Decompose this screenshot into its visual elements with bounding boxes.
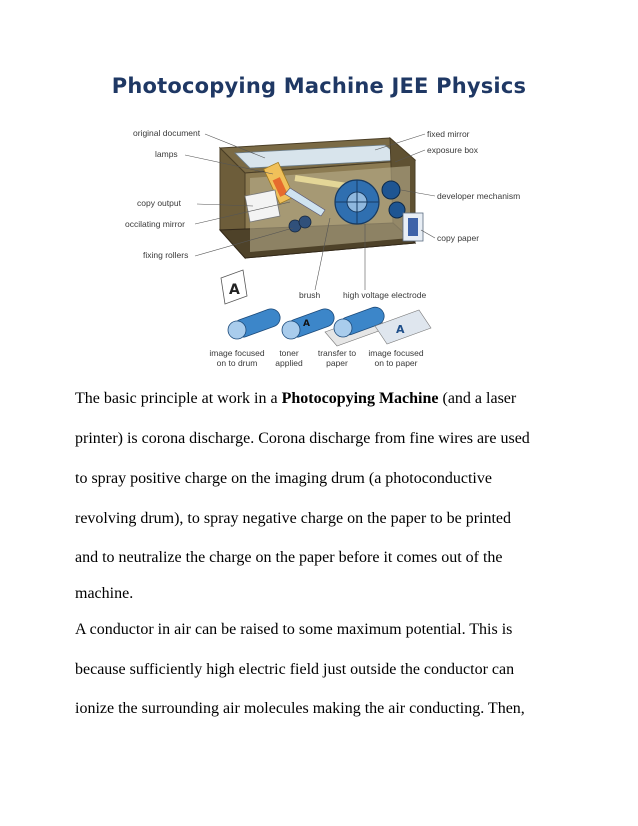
imaging-drum <box>335 180 379 224</box>
step-4-line2: on to paper <box>374 358 418 368</box>
step-1-line2: on to drum <box>216 358 258 368</box>
paragraph-1-line-4: revolving drum), to spray negative charge on the paper to be printed <box>75 510 512 527</box>
document-letter: A <box>229 282 240 298</box>
page-title: Photocopying Machine JEE Physics <box>111 74 527 98</box>
paragraph-1-line-1-start: The basic principle at work in a <box>75 390 282 407</box>
paragraph-2-line-2: because sufficiently high electric field just outside the conductor can <box>75 661 515 678</box>
label-high-voltage-electrode: high voltage electrode <box>343 290 427 300</box>
label-exposure-box: exposure box <box>427 145 479 155</box>
step-1-line1: image focused <box>209 348 265 358</box>
label-fixed-mirror: fixed mirror <box>427 129 470 139</box>
paragraph-1-line-5: and to neutralize the charge on the paper before it comes out of the <box>75 549 503 566</box>
step-2-line1: toner <box>279 348 299 358</box>
svg-text:A: A <box>303 319 310 329</box>
label-oscillating-mirror: occilating mirror <box>125 219 185 229</box>
label-developer-mechanism: developer mechanism <box>437 191 521 201</box>
paragraph-1-line-2: printer) is corona discharge. Corona discharge from fine wires are used <box>75 430 530 447</box>
label-copy-paper: copy paper <box>437 233 480 243</box>
paragraph-1-line-6: machine. <box>75 585 134 602</box>
label-fixing-rollers: fixing rollers <box>143 250 189 260</box>
step-3-line2: paper <box>326 358 348 368</box>
label-brush: brush <box>299 290 321 300</box>
step-3-line1: transfer to <box>317 348 357 358</box>
bold-term: Photocopying Machine <box>281 390 439 407</box>
paragraph-2-line-3: ionize the surrounding air molecules making the air conducting. Then, <box>75 700 525 717</box>
label-copy-output: copy output <box>137 198 181 208</box>
process-steps <box>209 270 431 368</box>
paragraph-1-line-3: to spray positive charge on the imaging drum (a photoconductive <box>75 470 492 487</box>
svg-text:A: A <box>396 323 405 336</box>
label-lamps: lamps <box>155 149 178 159</box>
photocopier-diagram <box>125 118 525 378</box>
step-1-drum <box>228 306 283 339</box>
paragraph-1-line-1-end: (and a laser <box>438 390 517 407</box>
label-original-document: original document <box>133 128 201 138</box>
paragraph-1-line-1 <box>75 390 516 408</box>
step-4-line1: image focused <box>368 348 424 358</box>
step-2-line2: applied <box>275 358 303 368</box>
paragraph-2-line-1: A conductor in air can be raised to some maximum potential. This is <box>75 621 513 638</box>
